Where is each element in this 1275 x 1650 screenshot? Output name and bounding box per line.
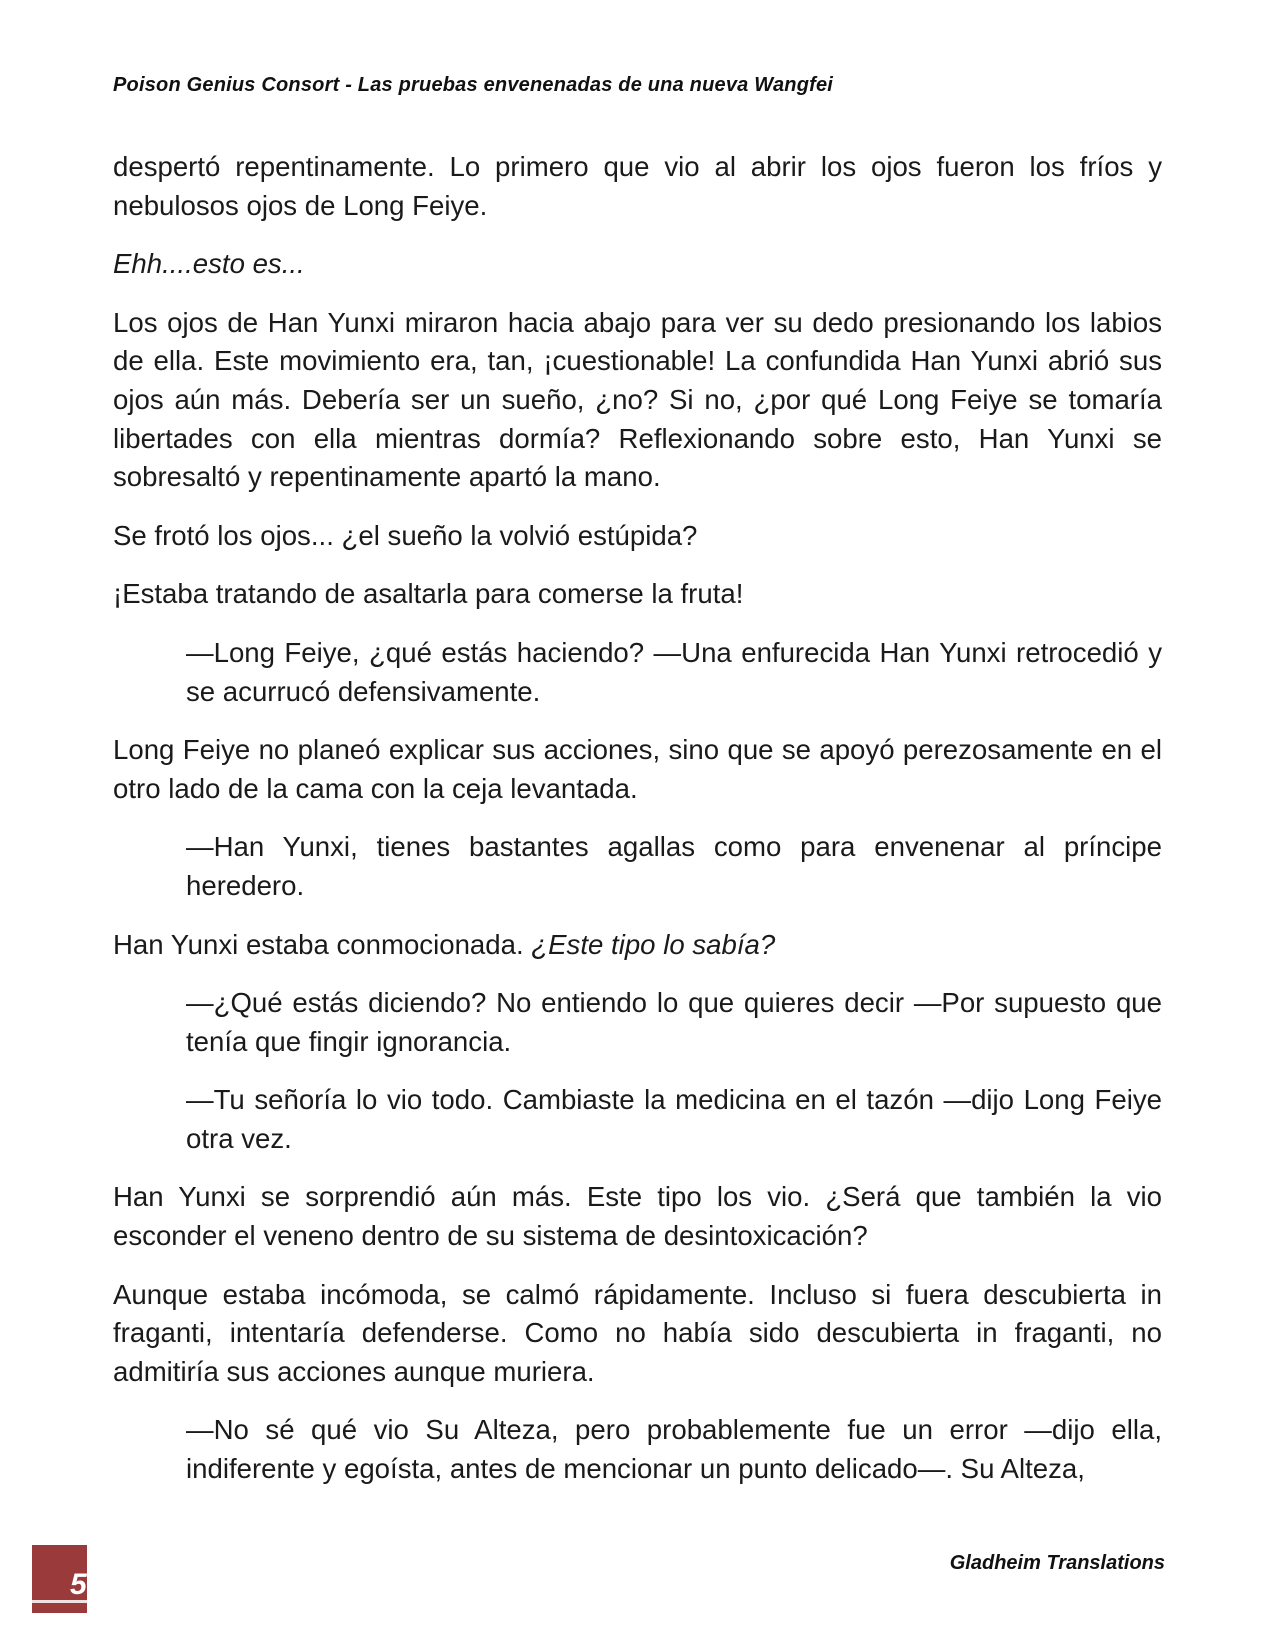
page-number: 5 (70, 1568, 87, 1601)
dialogue-paragraph: —Han Yunxi, tienes bastantes agallas como para envenenar al príncipe heredero. (186, 831, 1162, 901)
paragraph: Los ojos de Han Yunxi miraron hacia abajo para ver su dedo presionando los labios de ella. Este movimiento era, tan, ¡cuestionable! La confundida Han Yunxi abrió sus ojos aún más. Debería ser un sueño, ¿no? Si no, ¿por qué Long Feiye se tomaría libertades con ella mientras dormía? Reflexionando sobre esto, Han Yunxi se sobresaltó y repentinamente apartó la mano. (113, 306, 1162, 493)
paragraph: despertó repentinamente. Lo primero que vio al abrir los ojos fueron los fríos y nebulosos ojos de Long Feiye. (113, 151, 1162, 221)
paragraph: Se frotó los ojos... ¿el sueño la volvió estúpida? (113, 519, 698, 551)
italic-thought: ¿Este tipo lo sabía? (531, 928, 776, 960)
dialogue-paragraph: —¿Qué estás diciendo? No entiendo lo que quieres decir —Por supuesto que tenía que fingir ignorancia. (186, 987, 1162, 1057)
paragraph: Aunque estaba incómoda, se calmó rápidamente. Incluso si fuera descubierta in fraganti, intentaría defenderse. Como no había sido descubierta in fraganti, no admitiría sus acciones aunque muriera. (113, 1278, 1162, 1387)
paragraph-italic-thought: Ehh....esto es... (113, 248, 305, 280)
dialogue-paragraph: —No sé qué vio Su Alteza, pero probablemente fue un error —dijo ella, indiferente y egoísta, antes de mencionar un punto delicado—. Su Alteza, (186, 1414, 1162, 1485)
footer-brand: Gladheim Translations (949, 1552, 1165, 1574)
chapter-body (113, 148, 1162, 1509)
paragraph-mixed (113, 926, 1162, 965)
paragraph: Han Yunxi se sorprendió aún más. Este tipo los vio. ¿Será que también la vio esconder el veneno dentro de su sistema de desintoxicación? (113, 1181, 1162, 1252)
paragraph: Long Feiye no planeó explicar sus acciones, sino que se apoyó perezosamente en el otro lado de la cama con la ceja levantada. (113, 734, 1162, 804)
dialogue-paragraph: —Tu señoría lo vio todo. Cambiaste la medicina en el tazón —dijo Long Feiye otra vez. (186, 1084, 1162, 1154)
dialogue-paragraph: —Long Feiye, ¿qué estás haciendo? —Una enfurecida Han Yunxi retrocedió y se acurrucó defensivamente. (186, 636, 1162, 707)
running-header: Poison Genius Consort - Las pruebas envenenadas de una nueva Wangfei (113, 74, 834, 96)
paragraph-text: Han Yunxi estaba conmocionada. (113, 928, 524, 960)
paragraph: ¡Estaba tratando de asaltarla para comerse la fruta! (113, 578, 744, 610)
